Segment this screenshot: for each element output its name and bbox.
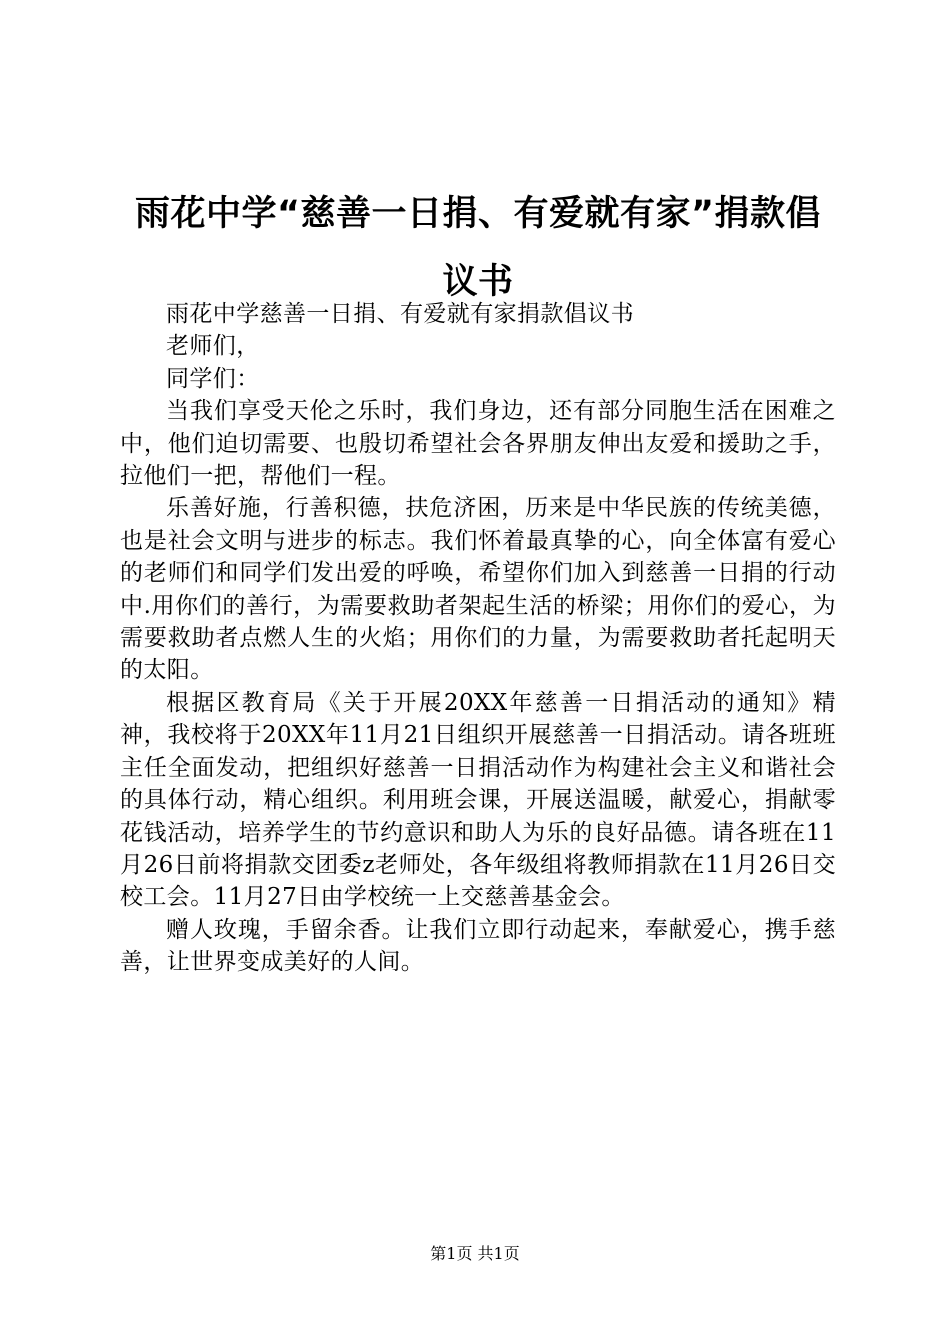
paragraph: 根据区教育局《关于开展20XX年慈善一日捐活动的通知》精神，我校将于20XX年11月21日组织开展慈善一日捐活动。请各班班主任全面发动，把组织好慈善一日捐活动作为构建社会主义和谐社会的具体行动，精心组织。利用班会课，开展送温暖，献爱心，捐献零花钱活动，培养学生的节约意识和助人为乐的良好品德。请各班在11月26日前将捐款交团委z老师处，各年级组将教师捐款在11月26日交校工会。11月27日由学校统一上交慈善基金会。 [120,689,836,911]
document-title: 雨花中学“慈善一日捐、有爱就有家”捐款倡议书 [134,194,821,302]
paragraph: 赠人玫瑰，手留余香。让我们立即行动起来，奉献爱心，携手慈善，让世界变成美好的人间。 [120,916,836,976]
subtitle-line: 雨花中学慈善一日捐、有爱就有家捐款倡议书 [166,301,634,327]
greeting-students: 同学们： [166,365,260,392]
document-body [120,298,836,979]
paragraph: 当我们享受天伦之乐时，我们身边，还有部分同胞生活在困难之中，他们迫切需要、也殷切希望社会各界朋友伸出友爱和援助之手，拉他们一把，帮他们一程。 [120,398,836,490]
paragraph: 乐善好施，行善积德，扶危济困，历来是中华民族的传统美德，也是社会文明与进步的标志。我们怀着最真挚的心，向全体富有爱心的老师们和同学们发出爱的呼唤，希望你们加入到慈善一日捐的行动中.用你们的善行，为需要救助者架起生活的桥梁；用你们的爱心，为需要救助者点燃人生的火焰；用你们的力量，为需要救助者托起明天的太阳。 [120,495,836,684]
greeting-teachers: 老师们， [166,333,260,360]
page-number: 第1页 共1页 [430,1244,520,1263]
